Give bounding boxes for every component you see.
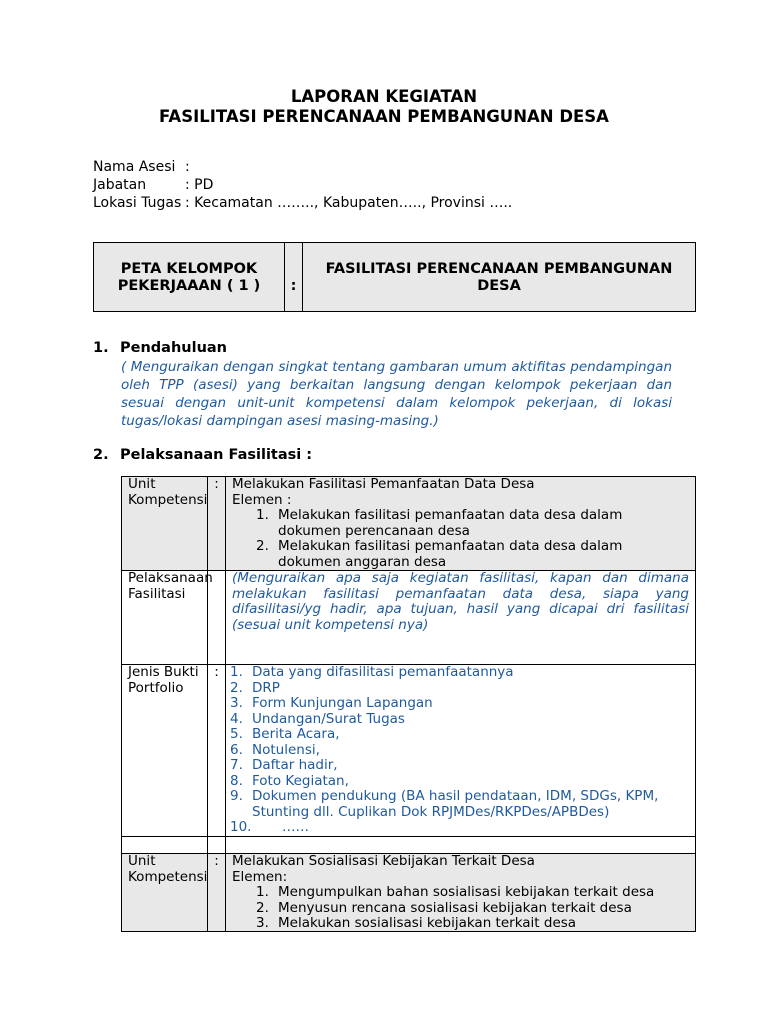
- elemen-label: Elemen:: [232, 868, 288, 885]
- table-row-empty: [122, 837, 695, 854]
- unit-title: Melakukan Fasilitasi Pemanfaatan Data Desa: [232, 476, 535, 492]
- row-content: [226, 477, 695, 570]
- list-item: 4. Undangan/Surat Tugas: [230, 710, 405, 727]
- table-row-pelaksanaan-fasilitasi: [122, 571, 695, 665]
- row-content: (Menguraikan apa saja kegiatan fasilitasi, kapan dan dimana melakukan fasilitasi pemanfaatan data desa, siapa yang difasilitasi/yg hadir, apa tujuan, hasil yang dicapai dri fasilitasi (sesuai unit kompetensi nya): [232, 570, 689, 633]
- list-item: 6. Notulensi,: [230, 741, 320, 758]
- row-colon: [208, 571, 226, 664]
- peta-colon: :: [285, 243, 303, 311]
- row-colon: [208, 837, 226, 853]
- peta-label: PETA KELOMPOK PEKERJAAAN ( 1 ): [94, 243, 285, 311]
- list-item: 1. Melakukan fasilitasi pemanfaatan data desa dalam dokumen perencanaan desa: [256, 507, 623, 539]
- pelaksanaan-table: [121, 476, 696, 932]
- peta-value: FASILITASI PERENCANAAN PEMBANGUNAN DESA: [325, 261, 673, 294]
- row-label: Unit Kompetensi: [122, 477, 208, 570]
- row-content: [226, 665, 695, 836]
- meta-nama: [93, 158, 190, 176]
- row-label: Pelaksanaan Fasilitasi: [122, 571, 208, 664]
- table-row-unit-kompetensi-1: [122, 477, 695, 571]
- list-item: 1. Mengumpulkan bahan sosialisasi kebijakan terkait desa: [256, 884, 655, 900]
- row-content: [226, 854, 695, 931]
- section-pelaksanaan: [93, 447, 312, 463]
- section-number: 2.: [93, 447, 109, 463]
- elemen-label: Elemen :: [232, 491, 292, 508]
- row-label: Unit Kompetensi: [122, 854, 208, 931]
- meta-lokasi: [93, 194, 512, 212]
- list-item: 7. Daftar hadir,: [230, 757, 338, 773]
- row-label: Jenis Bukti Portfolio: [122, 665, 208, 836]
- list-item: 5. Berita Acara,: [230, 726, 340, 742]
- list-item: 2. Melakukan fasilitasi pemanfaatan data desa dalam dokumen anggaran desa: [256, 538, 623, 570]
- report-subtitle: FASILITASI PERENCANAAN PEMBANGUNAN DESA: [159, 107, 609, 126]
- pendahuluan-text: ( Menguraikan dengan singkat tentang gambaran umum aktifitas pendampingan oleh TPP (asesi) yang berkaitan langsung dengan kelompok pekerjaan dan sesuai dengan unit-unit kompetensi dalam kelompok pekerjaan, di lokasi tugas/lokasi dampingan asesi masing-masing.): [121, 359, 672, 429]
- list-item: 10. ……: [230, 819, 309, 835]
- peta-kelompok-table: [93, 242, 696, 312]
- list-item: 2. Menyusun rencana sosialisasi kebijakan terkait desa: [256, 899, 632, 916]
- report-title: LAPORAN KEGIATAN: [290, 87, 478, 106]
- section-pendahuluan: [93, 340, 227, 356]
- list-item: 2. DRP: [230, 679, 280, 696]
- list-item: 9. Dokumen pendukung (BA hasil pendataan, IDM, SDGs, KPM, Stunting dll. Cuplikan Dok RPJMDes/RKPDes/APBDes): [230, 788, 659, 820]
- meta-jabatan: [93, 176, 213, 194]
- jabatan-value: : PD: [185, 177, 214, 193]
- list-item: 8. Foto Kegiatan,: [230, 772, 349, 789]
- table-row-unit-kompetensi-2: [122, 854, 695, 931]
- section-heading: Pendahuluan: [120, 340, 227, 356]
- lokasi-label: Lokasi Tugas: [93, 195, 182, 211]
- table-row-jenis-bukti-portfolio: [122, 665, 695, 837]
- section-heading: Pelaksanaan Fasilitasi :: [120, 447, 313, 463]
- row-colon: :: [208, 477, 226, 570]
- row-content: [226, 837, 695, 853]
- list-item: 1. Data yang difasilitasi pemanfaatannya: [230, 664, 514, 680]
- unit-title: Melakukan Sosialisasi Kebijakan Terkait Desa: [232, 853, 535, 869]
- row-colon: :: [208, 665, 226, 836]
- lokasi-value: : Kecamatan …….., Kabupaten….., Provinsi …..: [185, 195, 513, 211]
- list-item: 3. Melakukan sosialisasi kebijakan terkait desa: [256, 915, 577, 931]
- list-item: 3. Form Kunjungan Lapangan: [230, 695, 433, 711]
- jabatan-label: Jabatan: [93, 177, 147, 193]
- row-colon: :: [208, 854, 226, 931]
- nama-value: :: [185, 159, 190, 175]
- section-number: 1.: [93, 340, 109, 356]
- row-label: [122, 837, 208, 853]
- nama-label: Nama Asesi: [93, 159, 176, 175]
